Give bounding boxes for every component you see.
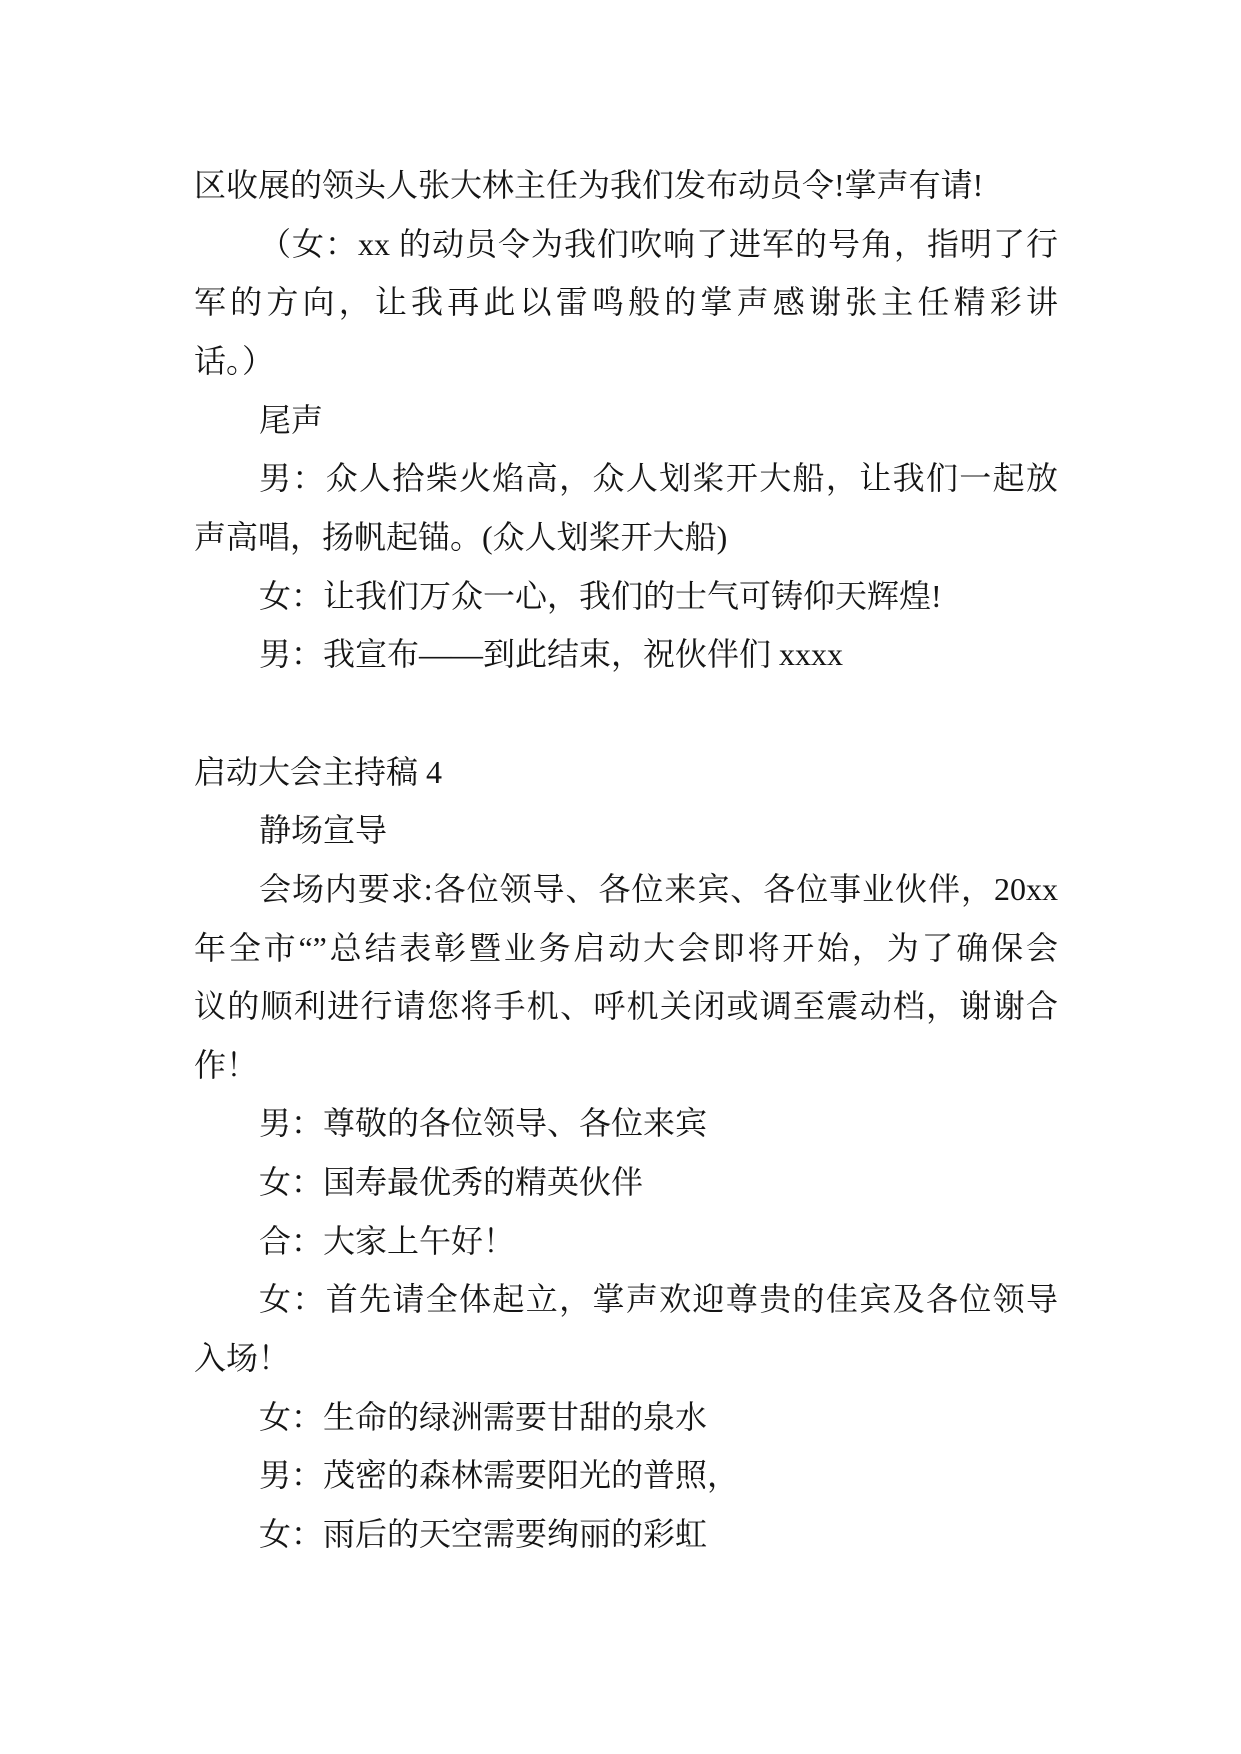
- paragraph-line: 军的方向，让我再此以雷鸣般的掌声感谢张主任精彩讲: [194, 284, 1058, 321]
- paragraph-line: 会场内要求:各位领导、各位来宾、各位事业伙伴，20xx: [259, 870, 1058, 907]
- paragraph: [194, 1094, 1058, 1153]
- paragraph-line: 男：尊敬的各位领导、各位来宾: [259, 1105, 708, 1142]
- paragraph-line: 女：让我们万众一心，我们的士气可铸仰天辉煌!: [259, 577, 942, 614]
- paragraph-line: 议的顺利进行请您将手机、呼机关闭或调至震动档，谢谢合: [194, 988, 1058, 1025]
- paragraph-line: 区收展的领头人张大林主任为我们发布动员令!掌声有请!: [194, 167, 984, 203]
- paragraph: [194, 1505, 1058, 1564]
- paragraph-line: 声高唱，扬帆起锚。(众人划桨开大船): [194, 518, 728, 555]
- paragraph: [194, 449, 1058, 566]
- document-heading: [194, 743, 1058, 802]
- paragraph-line: 合：大家上午好！: [259, 1222, 516, 1259]
- paragraph: [194, 567, 1058, 626]
- paragraph-line: 男：茂密的森林需要阳光的普照，: [259, 1457, 740, 1494]
- paragraph-line: 话。）: [194, 342, 275, 379]
- paragraph-line: 女：国寿最优秀的精英伙伴: [259, 1164, 644, 1201]
- paragraph: [194, 625, 1058, 684]
- paragraph-line: 年全市“”总结表彰暨业务启动大会即将开始，为了确保会: [194, 929, 1058, 966]
- paragraph: [194, 1388, 1058, 1447]
- paragraph-line: （女：xx 的动员令为我们吹响了进军的号角，指明了行: [259, 225, 1058, 262]
- paragraph: [194, 156, 1058, 215]
- paragraph: [194, 1270, 1058, 1387]
- paragraph-line: 女：雨后的天空需要绚丽的彩虹: [259, 1516, 708, 1553]
- section-label-text: 静场宣导: [259, 812, 388, 849]
- section-label: [194, 391, 1058, 450]
- paragraph-line: 女：首先请全体起立，掌声欢迎尊贵的佳宾及各位领导: [259, 1281, 1058, 1318]
- section-label: [194, 801, 1058, 860]
- paragraph: [194, 1153, 1058, 1212]
- paragraph: [194, 860, 1058, 1095]
- document-body: [194, 156, 1058, 1564]
- paragraph-line: 作！: [194, 1046, 259, 1083]
- paragraph: [194, 1212, 1058, 1271]
- paragraph: [194, 215, 1058, 391]
- blank-line: [194, 684, 1058, 743]
- paragraph-line: 男：我宣布——到此结束，祝伙伴们 xxxx: [259, 636, 844, 673]
- section-label-text: 尾声: [259, 401, 324, 438]
- document-heading-text: 启动大会主持稿 4: [194, 753, 443, 790]
- paragraph: [194, 1446, 1058, 1505]
- paragraph-line: 入场！: [194, 1340, 291, 1377]
- paragraph-line: 男：众人拾柴火焰高，众人划桨开大船，让我们一起放: [259, 460, 1058, 497]
- paragraph-line: 女：生命的绿洲需要甘甜的泉水: [259, 1398, 708, 1435]
